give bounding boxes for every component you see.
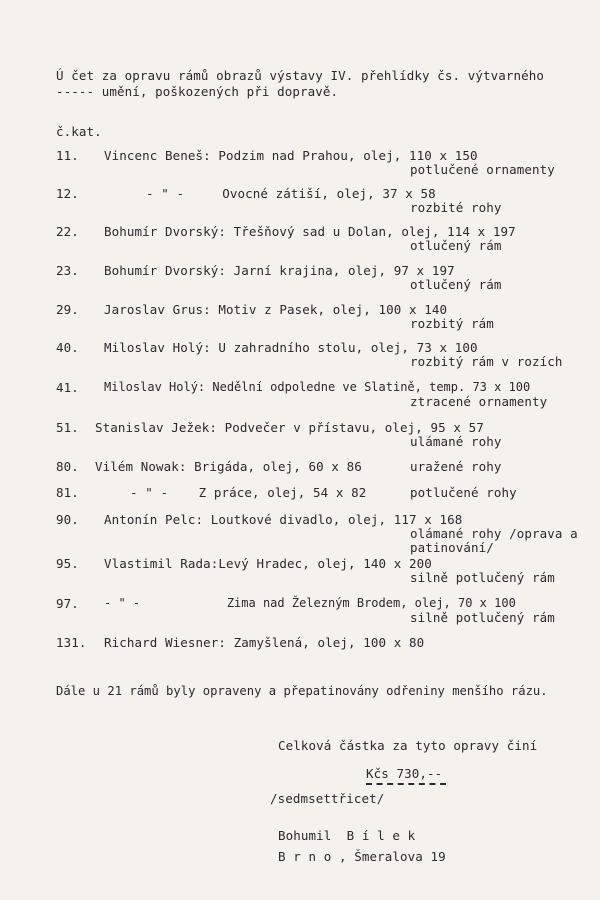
- item-description: - " - Z práce, olej, 54 x 82: [130, 485, 367, 500]
- item-number: 12.: [56, 186, 79, 201]
- item-damage: silně potlučený rám: [410, 570, 555, 585]
- item-number: 97.: [56, 596, 79, 611]
- item-description: Richard Wiesner: Zamyšlená, olej, 100 x 80: [104, 635, 425, 650]
- item-description: Bohumír Dvorský: Jarní krajina, olej, 97 x 197: [104, 263, 455, 278]
- item-description: Vincenc Beneš: Podzim nad Prahou, olej, 110 x 150: [104, 148, 478, 163]
- item-damage-continued: patinování/: [410, 540, 494, 555]
- item-description: Vilém Nowak: Brigáda, olej, 60 x 86: [95, 459, 362, 474]
- item-number: 11.: [56, 148, 79, 163]
- item-damage: uražené rohy: [410, 459, 502, 474]
- item-number: 90.: [56, 512, 79, 527]
- total-in-words: /sedmsettřicet/: [270, 791, 385, 806]
- item-description: Vlastimil Rada:Levý Hradec, olej, 140 x 200: [104, 556, 432, 571]
- total-label: Celková částka za tyto opravy činí: [278, 738, 538, 753]
- catalog-number-label: č.kat.: [56, 124, 102, 139]
- item-damage: otlučený rám: [410, 238, 502, 253]
- signature-name: Bohumil B í l e k: [278, 828, 416, 843]
- item-description: Stanislav Ježek: Podvečer v přístavu, olej, 95 x 57: [95, 420, 484, 435]
- item-number: 131.: [56, 635, 87, 650]
- header-line-1: Ú čet za opravu rámů obrazů výstavy IV. přehlídky čs. výtvarného: [56, 68, 545, 83]
- item-damage: rozbitý rám v rozích: [410, 354, 563, 369]
- item-number: 80.: [56, 459, 79, 474]
- item-description: - " - Ovocné zátiší, olej, 37 x 58: [146, 186, 436, 201]
- item-number: 51.: [56, 420, 79, 435]
- signature-address: B r n o , Šmeralova 19: [278, 849, 446, 864]
- total-amount: Kčs 730,--: [366, 766, 443, 781]
- item-description: Miloslav Holý: Nedělní odpoledne ve Slatině, temp. 73 x 100: [104, 380, 531, 394]
- item-number: 41.: [56, 380, 79, 395]
- additional-repairs-note: Dále u 21 rámů byly opraveny a přepatinovány odřeniny menšího rázu.: [56, 684, 548, 698]
- item-damage: otlučený rám: [410, 277, 502, 292]
- item-damage: ztracené ornamenty: [410, 394, 548, 409]
- item-number: 40.: [56, 340, 79, 355]
- item-description: Bohumír Dvorský: Třešňový sad u Dolan, olej, 114 x 197: [104, 224, 516, 239]
- item-description: - " - Zima nad Železným Brodem, olej, 70 x 100: [104, 596, 516, 610]
- item-damage: ulámané rohy: [410, 434, 502, 449]
- item-damage: rozbité rohy: [410, 200, 502, 215]
- header-line-2: ----- umění, poškozených při dopravě.: [56, 84, 339, 99]
- total-underline: [366, 783, 446, 785]
- item-number: 22.: [56, 224, 79, 239]
- item-number: 29.: [56, 302, 79, 317]
- item-damage: olámané rohy /oprava a: [410, 526, 578, 541]
- item-damage: rozbitý rám: [410, 316, 494, 331]
- item-description: Antonín Pelc: Loutkové divadlo, olej, 117 x 168: [104, 512, 463, 527]
- item-number: 81.: [56, 485, 79, 500]
- item-number: 23.: [56, 263, 79, 278]
- item-damage: potlučené rohy: [410, 485, 517, 500]
- item-number: 95.: [56, 556, 79, 571]
- item-description: Miloslav Holý: U zahradního stolu, olej, 73 x 100: [104, 340, 478, 355]
- item-damage: silně potlučený rám: [410, 610, 555, 625]
- item-damage: potlučené ornamenty: [410, 162, 555, 177]
- item-description: Jaroslav Grus: Motiv z Pasek, olej, 100 x 140: [104, 302, 448, 317]
